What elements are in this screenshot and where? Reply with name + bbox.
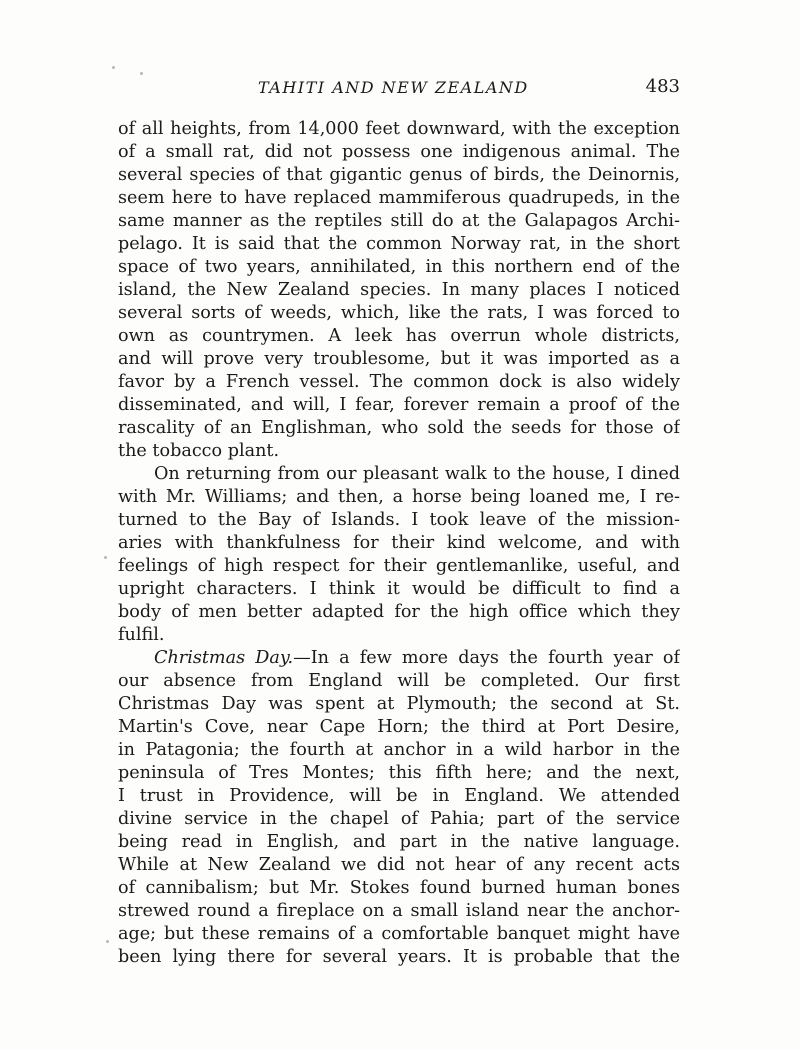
text-line: feelings of high respect for their gentlemanlike, useful, and — [118, 556, 680, 576]
print-speck — [112, 66, 115, 69]
text-line: While at New Zealand we did not hear of any recent acts — [118, 855, 680, 875]
text-line: age; but these remains of a comfortable banquet might have — [118, 924, 680, 944]
text-line: island, the New Zealand species. In many places I noticed — [118, 280, 680, 300]
text-line: seem here to have replaced mammiferous quadrupeds, in the — [118, 188, 680, 208]
text-line: several sorts of weeds, which, like the rats, I was forced to — [118, 303, 680, 323]
text-line: rascality of an Englishman, who sold the seeds for those of — [118, 418, 680, 438]
italic-heading: Christmas Day. — [154, 648, 294, 668]
text-line: On returning from our pleasant walk to the house, I dined — [154, 464, 680, 484]
paragraph — [118, 463, 680, 647]
text-line: disseminated, and will, I fear, forever remain a proof of the — [118, 395, 680, 415]
text-line: body of men better adapted for the high office which they — [118, 602, 680, 622]
text-line: the tobacco plant. — [118, 441, 280, 461]
page-number: 483 — [645, 76, 680, 97]
page-header — [118, 78, 680, 102]
text-line: pelago. It is said that the common Norway rat, in the short — [118, 234, 680, 254]
text-line: favor by a French vessel. The common dock is also widely — [118, 372, 680, 392]
text-line: and will prove very troublesome, but it was imported as a — [118, 349, 680, 369]
text-line: strewed round a fireplace on a small island near the anchor- — [118, 901, 680, 921]
print-speck — [106, 940, 109, 943]
text-line: with Mr. Williams; and then, a horse being loaned me, I re- — [118, 487, 680, 507]
text-line: aries with thankfulness for their kind welcome, and with — [118, 533, 680, 553]
text-line: of cannibalism; but Mr. Stokes found burned human bones — [118, 878, 680, 898]
text-line: same manner as the reptiles still do at the Galapagos Archi- — [118, 211, 680, 231]
text-line: several species of that gigantic genus of birds, the Deinornis, — [118, 165, 680, 185]
text-line: divine service in the chapel of Pahia; part of the service — [118, 809, 680, 829]
print-speck — [104, 556, 107, 559]
text-fragment: —In a few more days the fourth year of — [293, 648, 680, 668]
text-line: been lying there for several years. It is probable that the — [118, 947, 680, 967]
text-line: I trust in Providence, will be in England. We attended — [118, 786, 680, 806]
text-line: our absence from England will be completed. Our first — [118, 671, 680, 691]
text-line: of a small rat, did not possess one indigenous animal. The — [118, 142, 680, 162]
text-line: Christmas Day was spent at Plymouth; the second at St. — [118, 694, 680, 714]
running-head: TAHITI AND NEW ZEALAND — [258, 78, 529, 97]
paragraph — [118, 647, 680, 969]
print-speck — [140, 72, 143, 75]
text-line: peninsula of Tres Montes; this fifth here; and the next, — [118, 763, 680, 783]
body-text — [118, 118, 680, 969]
text-line — [118, 647, 680, 670]
text-line: space of two years, annihilated, in this northern end of the — [118, 257, 680, 277]
text-line: turned to the Bay of Islands. I took leave of the mission- — [118, 510, 680, 530]
text-line: own as countrymen. A leek has overrun whole districts, — [118, 326, 680, 346]
paragraph — [118, 118, 680, 463]
text-line: being read in English, and part in the native language. — [118, 832, 680, 852]
text-line: fulfil. — [118, 625, 165, 645]
text-line: upright characters. I think it would be difficult to find a — [118, 579, 680, 599]
text-line: in Patagonia; the fourth at anchor in a wild harbor in the — [118, 740, 680, 760]
text-line: of all heights, from 14,000 feet downward, with the exception — [118, 119, 680, 139]
text-line: Martin's Cove, near Cape Horn; the third at Port Desire, — [118, 717, 680, 737]
